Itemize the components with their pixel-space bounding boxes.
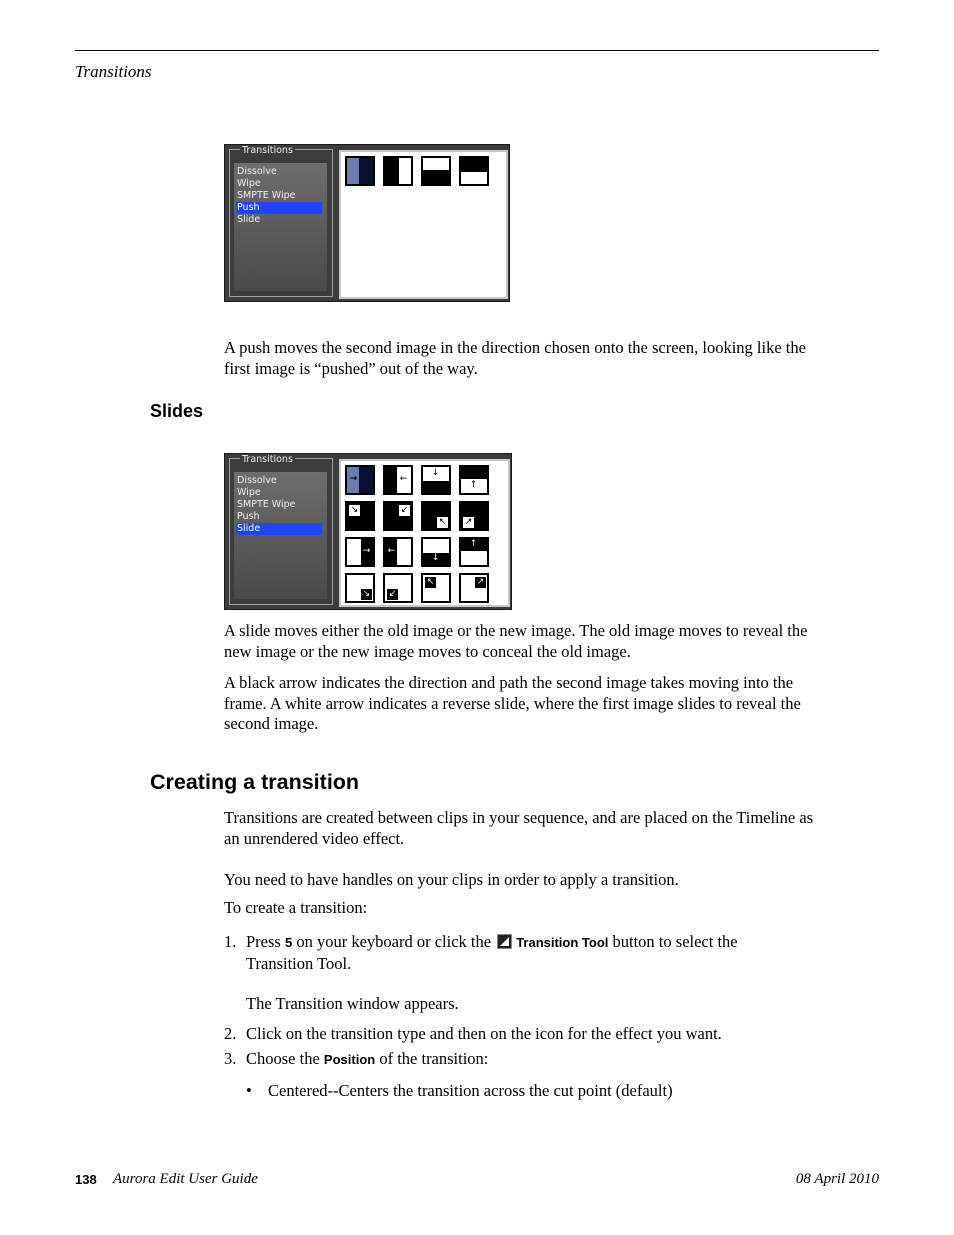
push-right-icon[interactable] (345, 156, 375, 186)
slide-up-right-icon[interactable]: ↗ (459, 501, 489, 531)
transition-type-list (234, 472, 327, 599)
list-item-wipe[interactable]: Wipe (237, 487, 261, 498)
reverse-slide-down-left-icon[interactable]: ↙ (383, 573, 413, 603)
push-transition-dialog (224, 144, 510, 302)
step-3-number: 3. (224, 1049, 237, 1068)
transition-tool-label: Transition Tool (516, 935, 609, 950)
creating-paragraph-1: Transitions are created between clips in your sequence, and are placed on the Timeline as an unrendered video effect. (224, 808, 814, 848)
bullet-mark: • (246, 1081, 252, 1100)
list-item-smpte-wipe[interactable]: SMPTE Wipe (237, 190, 296, 201)
list-item-slide[interactable]: Slide (237, 214, 261, 225)
page-number: 138 (75, 1172, 97, 1187)
step-3-pre: Choose the (246, 1049, 324, 1068)
list-item-smpte-wipe[interactable]: SMPTE Wipe (237, 499, 296, 510)
list-item-push[interactable]: Push (237, 511, 260, 522)
reverse-slide-right-icon[interactable]: → (345, 537, 375, 567)
reverse-slide-left-icon[interactable]: ← (383, 537, 413, 567)
slide-right-icon[interactable]: → (345, 465, 375, 495)
transition-tool-icon (497, 934, 512, 949)
step-3-post: of the transition: (375, 1049, 489, 1068)
push-left-icon[interactable] (383, 156, 413, 186)
transitions-legend: Transitions (242, 454, 293, 465)
slide-down-left-icon[interactable]: ↙ (383, 501, 413, 531)
list-item-push[interactable]: Push (236, 202, 322, 214)
reverse-slide-down-right-icon[interactable]: ↘ (345, 573, 375, 603)
transitions-group (229, 145, 333, 297)
step-1-post: button to select the (608, 932, 738, 951)
slide-effect-panel (339, 459, 510, 607)
slide-down-right-icon[interactable]: ↘ (345, 501, 375, 531)
transition-type-list (234, 163, 327, 291)
list-item-wipe[interactable]: Wipe (237, 178, 261, 189)
list-item-dissolve[interactable]: Dissolve (237, 475, 277, 486)
slide-down-icon[interactable]: ↓ (421, 465, 451, 495)
step-3-text (246, 1049, 816, 1071)
slide-left-icon[interactable]: ← (383, 465, 413, 495)
push-down-icon[interactable] (421, 156, 451, 186)
creating-paragraph-2: You need to have handles on your clips in order to apply a transition. (224, 870, 679, 889)
list-item-dissolve[interactable]: Dissolve (237, 166, 277, 177)
creating-paragraph-3: To create a transition: (224, 898, 368, 917)
transitions-group (229, 454, 333, 605)
slides-heading: Slides (150, 401, 204, 421)
header-rule (75, 50, 879, 51)
step-2-text: Click on the transition type and then on the icon for the effect you want. (246, 1024, 722, 1043)
position-label: Position (323, 1052, 376, 1067)
step-1-line-2: Transition Tool. (246, 953, 352, 973)
publication-date: 08 April 2010 (795, 1171, 879, 1187)
running-header: Transitions (75, 62, 152, 81)
step-1-number: 1. (224, 932, 237, 951)
step-2-number: 2. (224, 1024, 237, 1043)
reverse-slide-up-right-icon[interactable]: ↗ (459, 573, 489, 603)
bullet-centered: Centered--Centers the transition across the cut point (default) (268, 1081, 673, 1100)
step-1-mid: on your keyboard or click the (292, 932, 496, 951)
step-1-text (246, 932, 816, 974)
step-1-pre: Press (246, 932, 285, 951)
transitions-legend: Transitions (242, 145, 293, 156)
reverse-slide-down-icon[interactable]: ↓ (421, 537, 451, 567)
slides-paragraph-2: A black arrow indicates the direction and path the second image takes moving into the frame. A white arrow indicates a reverse slide, where the first image slides to reveal the second image. (224, 673, 801, 733)
push-up-icon[interactable] (459, 156, 489, 186)
step-1-result: The Transition window appears. (246, 994, 459, 1013)
push-effect-panel (339, 150, 508, 299)
push-description: A push moves the second image in the direction chosen onto the screen, looking like the first image is “pushed” out of the way. (224, 338, 806, 378)
slide-up-left-icon[interactable]: ↖ (421, 501, 451, 531)
slide-transition-dialog (224, 453, 512, 610)
reverse-slide-up-icon[interactable]: ↑ (459, 537, 489, 567)
reverse-slide-up-left-icon[interactable]: ↖ (421, 573, 451, 603)
slide-up-icon[interactable]: ↑ (459, 465, 489, 495)
key-5: 5 (284, 935, 293, 950)
creating-transition-heading: Creating a transition (150, 770, 360, 794)
list-item-slide[interactable]: Slide (236, 523, 322, 535)
slides-paragraph-1: A slide moves either the old image or the new image. The old image moves to reveal the new image or the new image moves to conceal the old image. (224, 621, 808, 661)
guide-title: Aurora Edit User Guide (113, 1171, 258, 1187)
